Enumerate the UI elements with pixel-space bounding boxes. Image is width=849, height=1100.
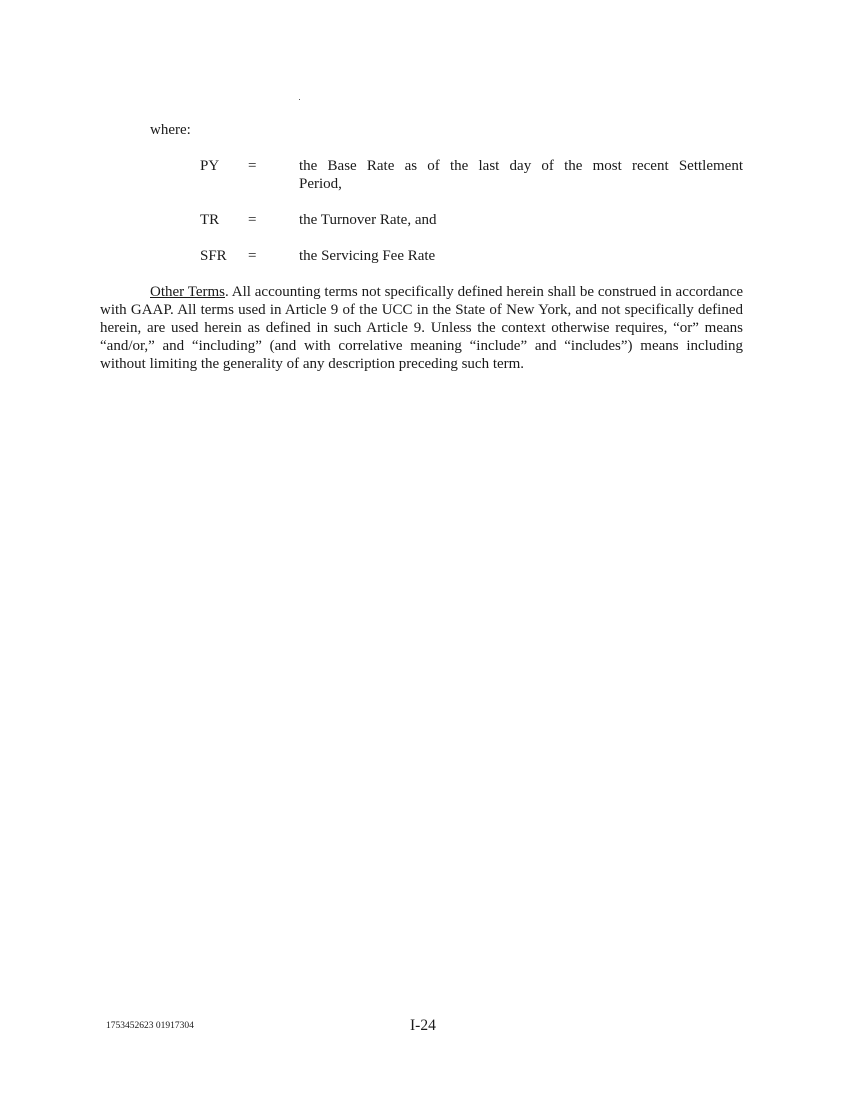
definition-description: the Turnover Rate, and [299,212,437,228]
equals-sign: = [248,158,257,174]
equals-sign: = [248,212,257,228]
other-terms-paragraph [100,283,743,373]
definition-symbol: SFR [200,248,227,264]
definition-description-line-2: Period, [299,176,342,192]
definition-description-line-1: the Base Rate as of the last day of the most recent Settlement [299,158,743,174]
definition-description: the Servicing Fee Rate [299,248,436,264]
other-terms-heading: Other Terms [150,284,225,300]
document-id: 1753452623 01917304 [106,1021,194,1031]
definition-symbol: TR [200,212,220,228]
definition-symbol: PY [200,158,220,174]
other-terms-body: . All accounting terms not specifically defined herein shall be construed in accordance with GAAP. All terms used in Article 9 of the UCC in the State of New York, and not specifically defined herein, are used herein as defined in such Article 9. Unless the context otherwise requires, “or” means “and/or,” and “including” (and with correlative meaning “include” and “includes”) means including without limiting the generality of any description preceding such term. [100,284,743,372]
equals-sign: = [248,248,257,264]
where-label: where: [150,122,191,138]
stray-mark [299,99,300,100]
definition-description [299,157,743,193]
page-number: I-24 [410,1017,436,1034]
